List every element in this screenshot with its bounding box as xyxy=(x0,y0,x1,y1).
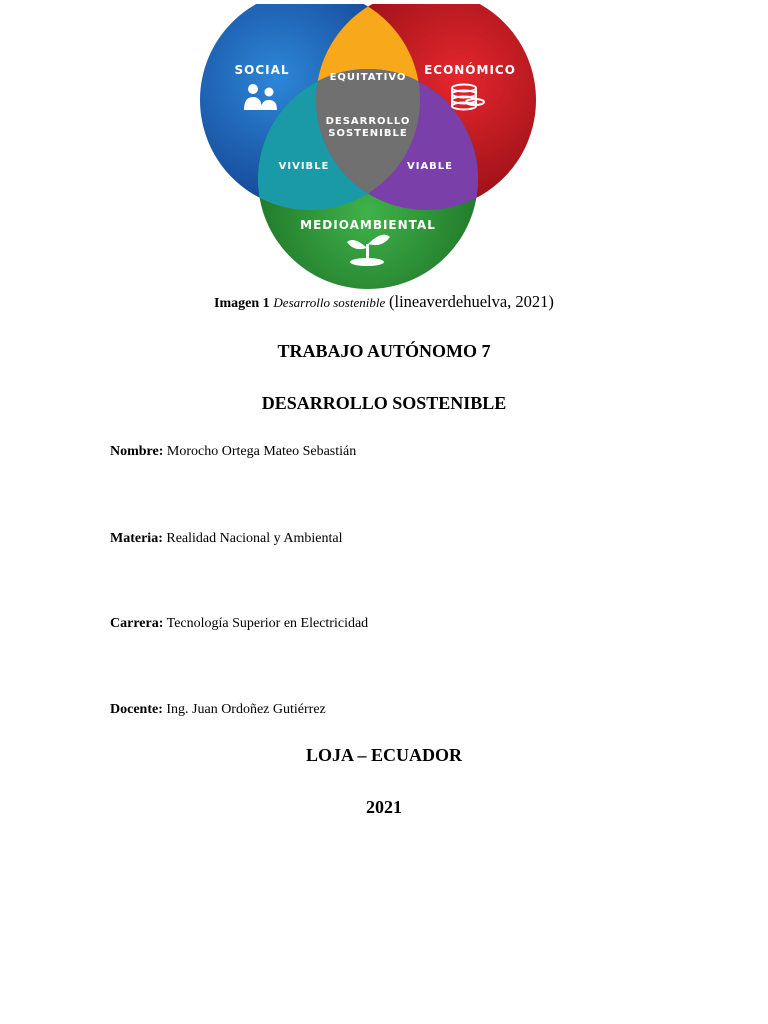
topic-title: DESARROLLO SOSTENIBLE xyxy=(261,393,507,413)
caption-label: Imagen 1 xyxy=(214,296,270,311)
career-value: Tecnología Superior en Electricidad xyxy=(166,616,369,631)
name-label: Nombre: xyxy=(110,444,164,459)
center-label-line1: DESARROLLO xyxy=(325,116,411,127)
teacher-value: Ing. Juan Ordoñez Gutiérrez xyxy=(166,702,326,717)
equitable-label: EQUITATIVO xyxy=(329,72,407,83)
figure-caption xyxy=(0,292,768,312)
assignment-title: TRABAJO AUTÓNOMO 7 xyxy=(277,341,491,361)
teacher-label: Docente: xyxy=(110,702,163,717)
livable-label: VIVIBLE xyxy=(278,161,330,172)
caption-source: (lineaverdehuelva, 2021) xyxy=(389,292,554,311)
name-field xyxy=(110,444,356,460)
social-label: SOCIAL xyxy=(234,63,290,77)
career-label: Carrera: xyxy=(110,616,164,631)
location: LOJA – ECUADOR xyxy=(305,745,462,765)
career-field xyxy=(110,616,368,632)
subject-label: Materia: xyxy=(110,531,163,546)
environmental-label: MEDIOAMBIENTAL xyxy=(300,218,436,232)
subject-value: Realidad Nacional y Ambiental xyxy=(166,531,343,546)
year: 2021 xyxy=(366,797,402,817)
economic-label: ECONÓMICO xyxy=(424,63,516,77)
viable-label: VIABLE xyxy=(406,161,454,172)
name-value: Morocho Ortega Mateo Sebastián xyxy=(166,444,357,459)
teacher-field xyxy=(110,702,326,718)
caption-title: Desarrollo sostenible xyxy=(273,295,386,310)
center-label-line2: SOSTENIBLE xyxy=(328,128,408,139)
subject-field xyxy=(110,531,342,547)
sustainable-development-venn-diagram xyxy=(196,4,540,292)
